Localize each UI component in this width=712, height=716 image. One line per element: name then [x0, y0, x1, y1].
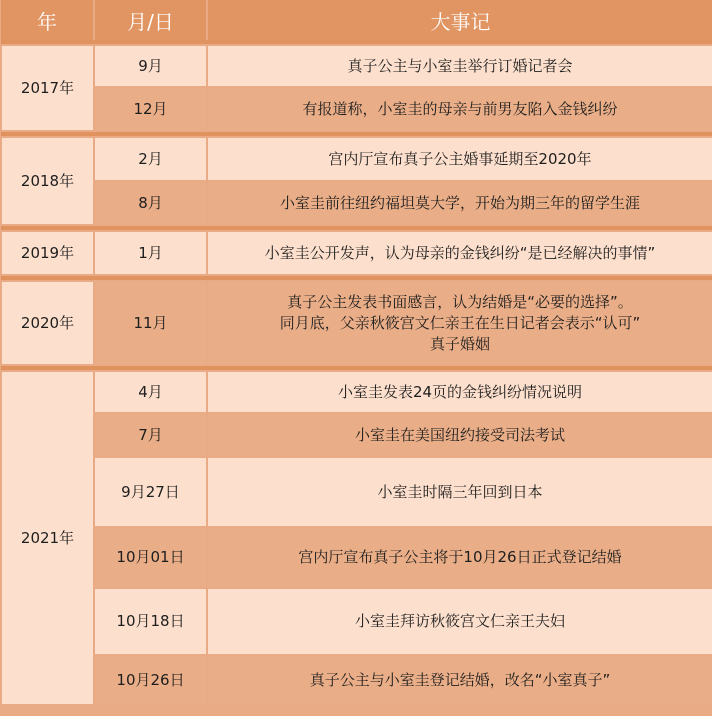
event-text-line: 小室圭公开发声，认为母亲的金钱纠纷“是已经解决的事情” [264, 243, 656, 262]
event-cell [207, 281, 712, 365]
event-row [1, 588, 712, 655]
year-cell: 2021年 [1, 371, 94, 705]
event-text-line: 宫内厅宣布真子公主将于10月26日正式登记结婚 [298, 548, 622, 566]
event-row [1, 231, 712, 275]
year-column-header: 年 [1, 0, 94, 40]
event-row [1, 371, 712, 413]
event-cell [207, 527, 712, 588]
event-row [1, 413, 712, 457]
year-cell: 2017年 [1, 45, 94, 131]
date-cell: 2月 [94, 137, 207, 181]
date-cell: 10月01日 [94, 527, 207, 588]
event-row [1, 281, 712, 365]
event-text-line: 宫内厅宣布真子公主婚事延期至2020年 [328, 149, 592, 168]
event-text-line: 真子公主与小室圭举行订婚记者会 [347, 56, 573, 75]
event-row [1, 457, 712, 527]
event-text-line: 小室圭拜访秋筱宫文仁亲王夫妇 [354, 612, 565, 630]
date-cell: 10月18日 [94, 588, 207, 655]
event-text-line: 真子公主发表书面感言，认为结婚是“必要的选择”。 [287, 292, 633, 311]
event-text-line: 小室圭时隔三年回到日本 [377, 482, 543, 501]
event-text-line: 小室圭在美国纽约接受司法考试 [354, 425, 565, 444]
event-row [1, 527, 712, 588]
event-row [1, 181, 712, 225]
event-cell [207, 413, 712, 457]
event-text-line: 有报道称，小室圭的母亲与前男友陷入金钱纠纷 [302, 99, 618, 118]
event-text-line: 小室圭发表24页的金钱纠纷情况说明 [337, 382, 583, 401]
event-text-line: 小室圭前往纽约福坦莫大学，开始为期三年的留学生涯 [279, 193, 640, 212]
event-text-line: 同月底，父亲秋筱宫文仁亲王在生日记者会表示“认可” [279, 313, 641, 332]
event-cell [207, 588, 712, 655]
event-cell [207, 231, 712, 275]
event-cell [207, 371, 712, 413]
event-row [1, 655, 712, 705]
header-row [1, 0, 712, 40]
event-cell [207, 137, 712, 181]
event-row [1, 45, 712, 87]
event-row [1, 87, 712, 131]
event-cell [207, 457, 712, 527]
event-text-line: 真子婚姻 [429, 334, 490, 353]
event-cell [207, 87, 712, 131]
date-cell: 4月 [94, 371, 207, 413]
date-cell: 11月 [94, 281, 207, 365]
date-cell: 10月26日 [94, 655, 207, 705]
timeline-body [1, 40, 712, 705]
event-cell [207, 181, 712, 225]
event-row [1, 137, 712, 181]
date-column-header: 月/日 [94, 0, 207, 40]
date-cell: 9月27日 [94, 457, 207, 527]
date-cell: 1月 [94, 231, 207, 275]
year-cell: 2019年 [1, 231, 94, 275]
event-text-line: 真子公主与小室圭登记结婚，改名“小室真子” [309, 670, 611, 689]
date-cell: 12月 [94, 87, 207, 131]
event-cell [207, 45, 712, 87]
year-cell: 2018年 [1, 137, 94, 225]
date-cell: 8月 [94, 181, 207, 225]
events-column-header: 大事记 [207, 0, 712, 40]
date-cell: 7月 [94, 413, 207, 457]
year-cell: 2020年 [1, 281, 94, 365]
event-cell [207, 655, 712, 705]
date-cell: 9月 [94, 45, 207, 87]
